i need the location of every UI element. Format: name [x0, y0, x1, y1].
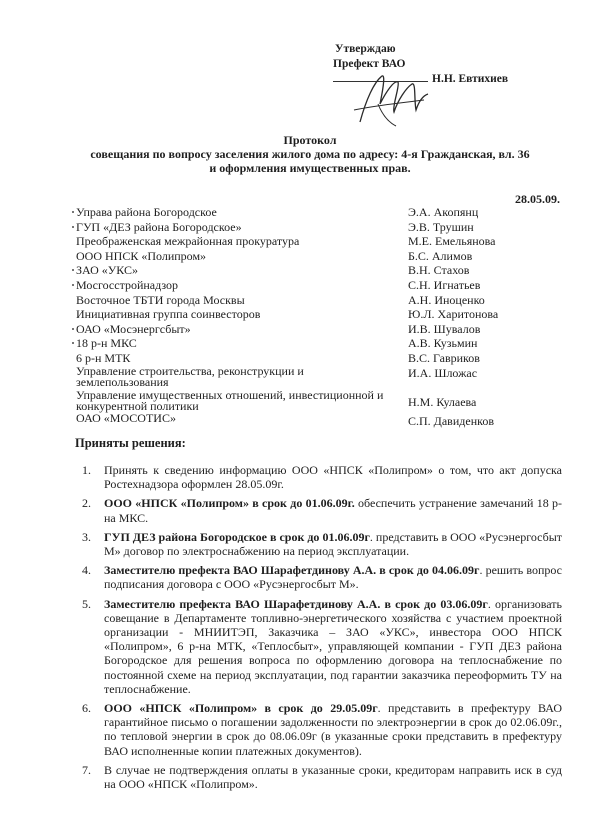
decision-text: Принять к сведению информацию ООО «НПСК «Полипром» о том, что акт допуска Ростехнадзора оформлен 28.05.09г. — [104, 463, 562, 492]
attendee-person: А.Н. Иноценко — [408, 292, 485, 307]
bullet-mark — [72, 284, 74, 286]
attendee-org: Управление строительства, реконструкции и землепользования — [76, 363, 304, 389]
title-line-1: Протокол — [283, 133, 337, 147]
attendee-org: Инициативная группа соинвесторов — [76, 307, 261, 322]
decision-number: 3. — [82, 529, 91, 544]
attendee-person: В.С. Гавриков — [408, 350, 480, 365]
decisions-heading: Приняты решения: — [75, 436, 186, 450]
decision-text: . решить вопрос подписания договора с ООО «Русэнергосбыт М». — [104, 563, 563, 592]
attendee-person: Ю.Л. Харитонова — [408, 307, 499, 322]
attendee-row — [76, 278, 546, 293]
decision-text: В случае не подтверждения оплаты в указанные сроки, кредиторам направить иск в суд на ООО «НПСК «Полипром». — [104, 762, 562, 792]
attendee-person: А.В. Кузьмин — [408, 336, 478, 351]
attendee-org: Управление имущественных отношений, инвестиционной и конкурентной политики — [76, 387, 384, 413]
handwritten-signature — [352, 70, 432, 130]
attendee-org: Преображенская межрайонная прокуратура — [76, 234, 300, 249]
decision-text: . представить в ООО «Русэнергосбыт М» договор по электроснабжению на период эксплуатации. — [104, 529, 563, 559]
attendee-org: ОАО «МОСОТИС» — [76, 410, 176, 425]
approver-name: Н.Н. Евтихиев — [432, 73, 509, 85]
decision-item — [60, 701, 562, 758]
decision-bold: ООО «НПСК «Полипром» в срок до 01.06.09г. — [104, 496, 355, 511]
decision-item — [60, 530, 562, 558]
decision-bold: ГУП ДЕЗ района Богородское в срок до 01.06.09г — [104, 529, 370, 544]
approval-line-1: Утверждаю — [335, 43, 396, 55]
decision-item — [60, 463, 562, 491]
decisions-list — [60, 463, 562, 796]
attendee-row — [76, 410, 546, 429]
document-title — [60, 133, 560, 175]
attendee-org: Мосгосстройнадзор — [76, 277, 179, 292]
decision-number: 4. — [82, 563, 91, 578]
attendee-row — [76, 307, 546, 322]
attendee-org: Восточное ТБТИ города Москвы — [76, 292, 245, 307]
decision-bold: Заместителю префекта ВАО Шарафетдинову А.А. в срок до 03.06.09г — [104, 596, 488, 611]
decision-text: . представить в префектуру ВАО гарантийное письмо о погашении задолженности по электроэнергии в срок до 02.06.09г., по тепловой энергии в срок до 08.06.09г (в указанные сроки представить в префектуру ВАО исполненные копии платежных документов). — [104, 701, 562, 758]
bullet-mark — [72, 226, 74, 228]
decision-item — [60, 597, 562, 696]
attendee-person: Э.В. Трушин — [408, 219, 474, 234]
attendee-person: Н.М. Кулаева — [408, 394, 477, 409]
attendee-person: С.П. Давиденков — [408, 413, 495, 428]
attendee-row — [76, 363, 546, 390]
bullet-mark — [72, 269, 74, 271]
attendee-org: ЗАО «УКС» — [76, 263, 138, 278]
bullet-mark — [72, 328, 74, 330]
decision-item — [60, 563, 562, 591]
attendees-list — [76, 205, 546, 428]
attendee-person: И.А. Шложас — [408, 365, 478, 380]
decision-text: . организовать совещание в Департаменте топливно-энергетического хозяйства с участием проектной организации - МНИИТЭП, Заказчика – ЗАО «УКС», инвестора ООО НПСК «Полипром», 6 р-на МТК, «Теплосбыт», управляющей компании - ГУП ДЕЗ района Богородское для решения вопроса по оформлению договора на теплоснабжение по постоянной схеме на период эксплуатации, под гарантии заказчика переоформить ТУ на теплоснабжение. — [104, 596, 562, 696]
decision-item — [60, 763, 562, 791]
attendee-person: В.Н. Стахов — [408, 263, 470, 278]
attendee-row — [76, 234, 546, 249]
attendee-org: ГУП «ДЕЗ района Богородское» — [76, 219, 242, 234]
attendee-person: И.В. Шувалов — [408, 321, 481, 336]
attendee-row — [76, 249, 546, 264]
bullet-mark — [72, 211, 74, 213]
attendee-row — [76, 263, 546, 278]
attendee-row — [76, 293, 546, 308]
attendee-row — [76, 205, 546, 220]
attendee-org: ООО НПСК «Полипром» — [76, 248, 207, 263]
attendee-org: ОАО «Мосэнергсбыт» — [76, 321, 191, 336]
attendee-person: С.Н. Игнатьев — [408, 277, 481, 292]
decision-text: обеспечить устранение замечаний 18 р-на МКС. — [104, 496, 563, 525]
attendee-person: Б.С. Алимов — [408, 248, 473, 263]
decision-number: 2. — [82, 496, 91, 511]
bullet-mark — [72, 342, 74, 344]
decision-number: 5. — [82, 596, 91, 611]
attendee-person: М.Е. Емельянова — [408, 234, 496, 249]
decision-number: 1. — [82, 463, 91, 477]
document-date: 28.05.09. — [515, 192, 560, 206]
attendee-person: Э.А. Акопянц — [408, 205, 479, 219]
approval-line-2: Префект ВАО — [333, 58, 406, 70]
attendee-row — [76, 322, 546, 337]
title-line-3: и оформления имущественных прав. — [209, 161, 411, 175]
attendee-org: 18 р-н МКС — [76, 336, 137, 351]
attendee-row — [76, 220, 546, 235]
decision-bold: Заместителю префекта ВАО Шарафетдинову А.А. в срок до 04.06.09г — [104, 563, 480, 578]
decision-bold: ООО «НПСК «Полипром» в срок до 29.05.09г — [104, 701, 378, 716]
title-line-2: совещания по вопросу заселения жилого дома по адресу: 4-я Гражданская, вл. 36 — [90, 147, 530, 161]
decision-item — [60, 496, 562, 524]
attendee-org: 6 р-н МТК — [76, 350, 131, 365]
attendee-row — [76, 336, 546, 351]
decision-number: 6. — [82, 701, 91, 716]
attendee-org: Управа района Богородское — [76, 205, 217, 219]
decision-number: 7. — [82, 762, 91, 777]
